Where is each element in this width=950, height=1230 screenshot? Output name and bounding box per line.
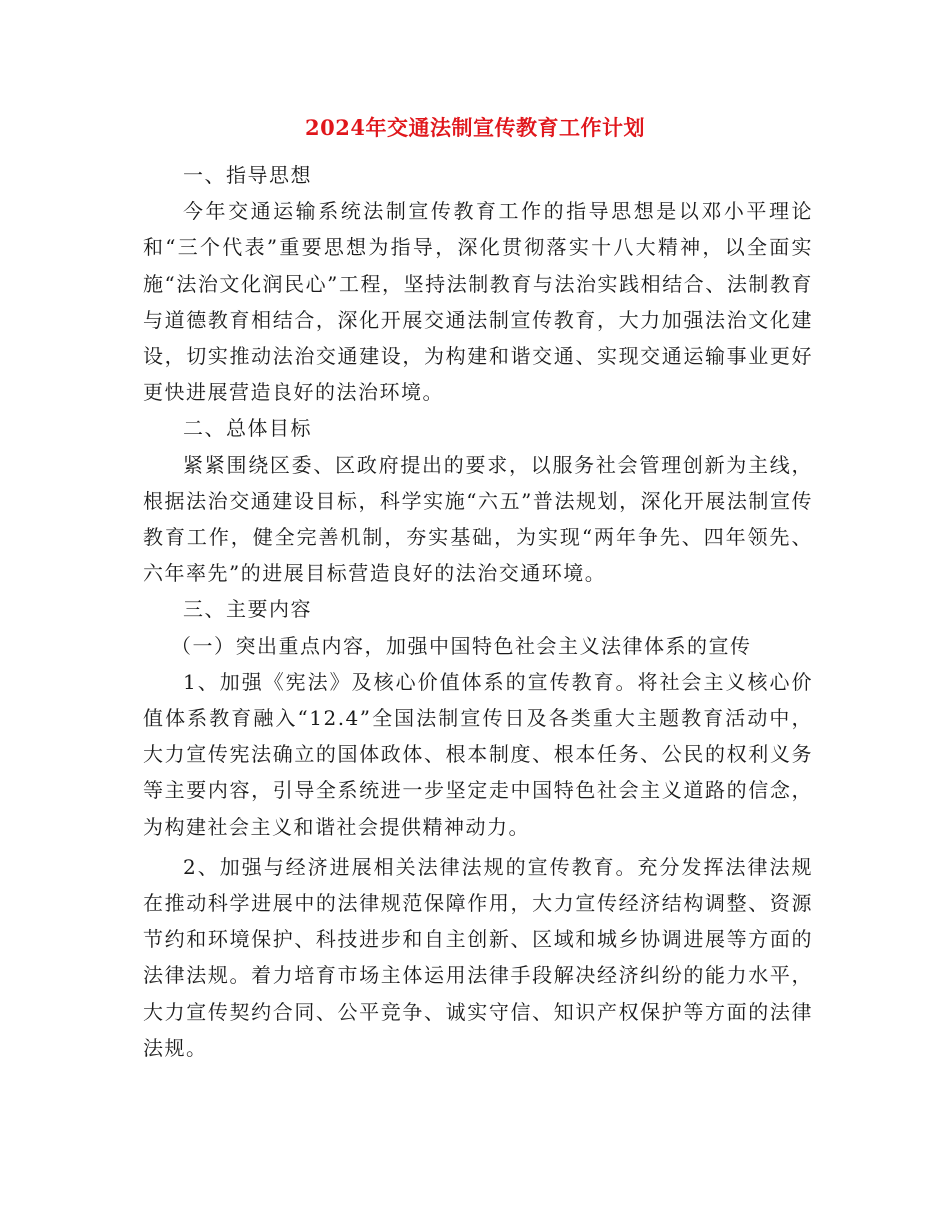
document-title: 2024年交通法制宣传教育工作计划 — [305, 115, 645, 140]
section-heading-main-content: 三、主要内容 — [183, 597, 312, 622]
subsection-heading-1: （一）突出重点内容，加强中国特色社会主义法律体系的宣传 — [171, 633, 752, 658]
paragraph-overall-goal: 紧紧围绕区委、区政府提出的要求，以服务社会管理创新为主线，根据法治交通建设目标，科学实施“六五”普法规划，深化开展法制宣传教育工作，健全完善机制，夯实基础，为实现“两年争先、四年领先、六年率先”的进展目标营造良好的法治交通环境。 — [143, 452, 813, 586]
section-heading-guiding-ideology: 一、指导思想 — [183, 163, 312, 187]
paragraph-item-1: 1、加强《宪法》及核心价值体系的宣传教育。将社会主义核心价值体系教育融入“12.4”全国法制宣传日及各类重大主题教育活动中，大力宣传宪法确立的国体政体、根本制度、根本任务、公民的权利义务等主要内容，引导全系统进一步坚定走中国特色社会主义道路的信念，为构建社会主义和谐社会提供精神动力。 — [143, 669, 813, 839]
paragraph-item-2: 2、加强与经济进展相关法律法规的宣传教育。充分发挥法律法规在推动科学进展中的法律规范保障作用，大力宣传经济结构调整、资源节约和环境保护、科技进步和自主创新、区域和城乡协调进展等方面的法律法规。着力培育市场主体运用法律手段解决经济纠纷的能力水平，大力宣传契约合同、公平竞争、诚实守信、知识产权保护等方面的法律法规。 — [143, 854, 813, 1060]
section-heading-overall-goal: 二、总体目标 — [183, 416, 312, 441]
document-body — [143, 157, 813, 1066]
paragraph-guiding-ideology: 今年交通运输系统法制宣传教育工作的指导思想是以邓小平理论和“三个代表”重要思想为指导，深化贯彻落实十八大精神，以全面实施“法治文化润民心”工程，坚持法制教育与法治实践相结合、法制教育与道德教育相结合，深化开展交通法制宣传教育，大力加强法治文化建设，切实推动法治交通建设，为构建和谐交通、实现交通运输事业更好更快进展营造良好的法治环境。 — [143, 199, 813, 405]
